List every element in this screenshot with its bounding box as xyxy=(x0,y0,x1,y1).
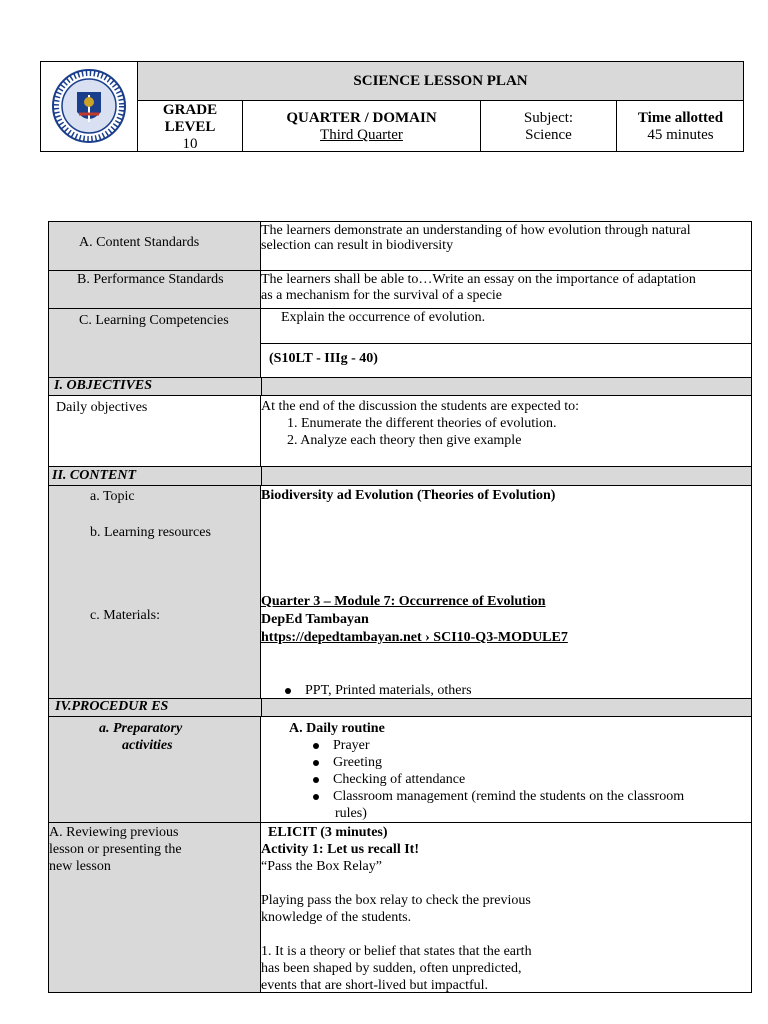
quarter-domain-cell xyxy=(243,101,481,151)
performance-standards-line1: The learners shall be able to…Write an essay on the importance of adaptation xyxy=(261,272,696,287)
daily-objectives-label: Daily objectives xyxy=(56,400,148,415)
content-standards-line2: selection can result in biodiversity xyxy=(261,238,454,253)
lesson-plan-table xyxy=(48,221,752,993)
reviewing-label-3: new lesson xyxy=(49,859,111,874)
bullet-icon xyxy=(313,760,319,766)
bullet-icon xyxy=(313,794,319,800)
daily-objectives-value-cell xyxy=(261,396,751,466)
preparatory-label-1: a. Preparatory xyxy=(99,721,183,736)
bullet-icon xyxy=(285,688,291,694)
materials-label: c. Materials: xyxy=(90,608,160,623)
content-labels-cell xyxy=(49,486,261,698)
module-title: Quarter 3 – Module 7: Occurrence of Evolution xyxy=(261,594,546,609)
question-1-line2: has been shaped by sudden, often unpredicted, xyxy=(261,961,522,976)
content-standards-label-cell xyxy=(49,222,261,270)
preparatory-label-2: activities xyxy=(122,738,173,753)
deped-seal-cell xyxy=(41,62,138,151)
performance-standards-value-cell xyxy=(261,271,751,308)
quarter-label: QUARTER / DOMAIN xyxy=(286,110,437,126)
subject-label: Subject: xyxy=(523,110,574,126)
question-1-line3: events that are short-lived but impactful. xyxy=(261,978,489,993)
daily-routine-title: A. Daily routine xyxy=(289,721,385,736)
routine-item-continued: rules) xyxy=(335,806,367,821)
preparatory-label-cell xyxy=(49,717,261,822)
content-standards-label: A. Content Standards xyxy=(79,235,200,250)
elicit-title: ELICIT (3 minutes) xyxy=(268,825,388,840)
module-link[interactable]: https://depedtambayan.net › SCI10-Q3-MODULE7 xyxy=(261,630,568,645)
routine-item: Classroom management (remind the students on the classroom xyxy=(313,788,684,805)
elicit-cell xyxy=(261,823,751,992)
content-section-bar xyxy=(49,467,751,485)
materials-item: PPT, Printed materials, others xyxy=(285,682,472,699)
level-label: LEVEL xyxy=(164,119,216,135)
time-allotted-cell xyxy=(617,101,744,151)
learning-competencies-label-cell xyxy=(49,309,261,377)
activity-description-2: knowledge of the students. xyxy=(261,910,412,925)
content-standards-value-cell xyxy=(261,222,751,270)
question-1-line1: 1. It is a theory or belief that states that the earth xyxy=(261,944,532,959)
reviewing-label-1: A. Reviewing previous xyxy=(49,825,179,840)
reviewing-label-2: lesson or presenting the xyxy=(49,842,182,857)
lesson-plan-title: SCIENCE LESSON PLAN xyxy=(138,62,743,101)
objectives-section-bar xyxy=(49,378,751,395)
content-section-title: II. CONTENT xyxy=(52,468,137,483)
bullet-icon xyxy=(313,777,319,783)
reviewing-label-cell xyxy=(49,823,261,992)
performance-standards-label-cell xyxy=(49,271,261,308)
competency-text: Explain the occurrence of evolution. xyxy=(281,310,486,325)
learning-competencies-label: C. Learning Competencies xyxy=(79,313,229,328)
topic-value: Biodiversity ad Evolution (Theories of Evolution) xyxy=(261,488,556,503)
subject-value: Science xyxy=(525,127,572,143)
resource-source: DepEd Tambayan xyxy=(261,612,369,627)
content-standards-line1: The learners demonstrate an understanding of how evolution through natural xyxy=(261,223,691,238)
bullet-icon xyxy=(313,743,319,749)
competency-code: (S10LT - IIIg - 40) xyxy=(269,351,378,366)
topic-label: a. Topic xyxy=(90,489,135,504)
lesson-plan-header xyxy=(40,61,744,152)
routine-item: Prayer xyxy=(313,737,370,754)
deped-seal-logo xyxy=(41,62,137,151)
grade-label: GRADE xyxy=(162,102,218,118)
performance-standards-line2: as a mechanism for the survival of a specie xyxy=(261,288,503,303)
learning-competencies-value-cell xyxy=(261,309,751,377)
objective-item: 2. Analyze each theory then give example xyxy=(287,433,522,448)
objectives-section-title: I. OBJECTIVES xyxy=(54,378,153,393)
content-values-cell xyxy=(261,486,751,698)
grade-value: 10 xyxy=(182,136,198,152)
objective-item: 1. Enumerate the different theories of evolution. xyxy=(287,416,557,431)
daily-routine-cell xyxy=(261,717,751,822)
routine-item: Checking of attendance xyxy=(313,771,465,788)
time-value: 45 minutes xyxy=(647,127,714,143)
procedures-section-bar xyxy=(49,699,751,716)
quarter-value: Third Quarter xyxy=(320,127,403,143)
learning-resources-label: b. Learning resources xyxy=(90,525,211,540)
activity-title: Activity 1: Let us recall It! xyxy=(261,842,419,857)
procedures-section-title: IV.PROCEDUR ES xyxy=(55,699,169,714)
time-label: Time allotted xyxy=(637,110,724,126)
objectives-intro: At the end of the discussion the students are expected to: xyxy=(261,399,580,414)
activity-description-1: Playing pass the box relay to check the previous xyxy=(261,893,531,908)
performance-standards-label: B. Performance Standards xyxy=(77,272,224,287)
grade-level-cell xyxy=(138,101,243,151)
routine-item: Greeting xyxy=(313,754,382,771)
activity-name: “Pass the Box Relay” xyxy=(261,859,382,874)
subject-cell xyxy=(481,101,617,151)
daily-objectives-label-cell xyxy=(49,396,261,466)
